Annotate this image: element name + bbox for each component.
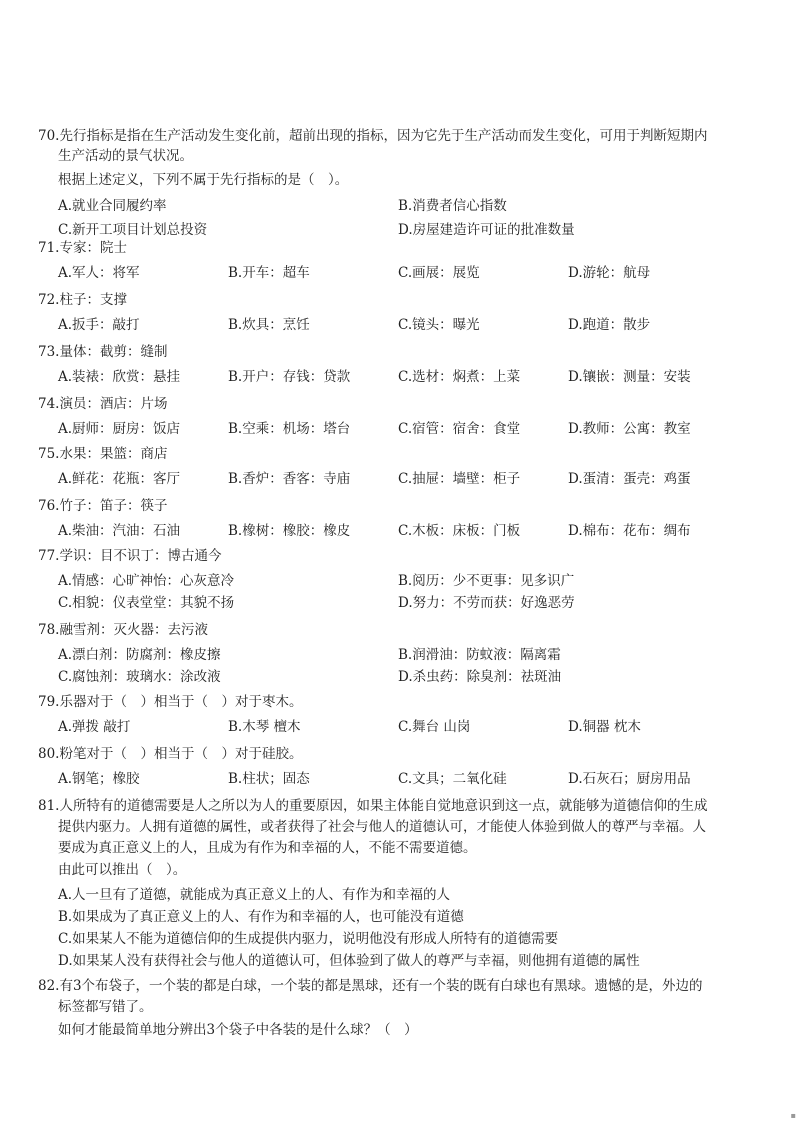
option-b: B.炊具：烹饪 bbox=[228, 317, 310, 333]
option-b: B.阅历：少不更事：见多识广 bbox=[398, 573, 575, 589]
option-d: D.蛋清：蛋壳：鸡蛋 bbox=[568, 471, 691, 487]
option-a: A.漂白剂：防腐剂：橡皮擦 bbox=[58, 647, 221, 663]
question-78 bbox=[38, 620, 768, 687]
option-c: C.镜头：曝光 bbox=[398, 317, 480, 333]
question-75-stem: 75.水果：果篮：商店 bbox=[38, 446, 168, 462]
option-a: A.就业合同履约率 bbox=[58, 198, 167, 214]
question-81-text-3: 要成为真正意义上的人，且成为有作为和幸福的人，不能不需要道德。 bbox=[58, 840, 477, 856]
question-77 bbox=[38, 546, 768, 613]
option-a: A.扳手：敲打 bbox=[58, 317, 140, 333]
question-72-stem: 72.柱子：支撑 bbox=[38, 292, 127, 308]
question-80-stem: 80.粉笔对于（ ）相当于（ ）对于硅胶。 bbox=[38, 746, 303, 762]
question-70-text-1: 70.先行指标是指在生产活动发生变化前，超前出现的指标，因为它先于生产活动而发生变化，可用于判断短期内 bbox=[38, 128, 708, 144]
option-b: B.开车：超车 bbox=[228, 265, 310, 281]
option-c: C.选材：焖煮：上菜 bbox=[398, 369, 521, 385]
option-a: A.情感：心旷神怡：心灰意冷 bbox=[58, 573, 235, 589]
option-d: D.努力：不劳而获：好逸恶劳 bbox=[398, 595, 575, 611]
option-b: B.开户：存钱：贷款 bbox=[228, 369, 351, 385]
question-76-stem: 76.竹子：笛子：筷子 bbox=[38, 498, 168, 514]
question-70-text-2: 生产活动的景气状况。 bbox=[58, 148, 193, 164]
option-c: C.如果某人不能为道德信仰的生成提供内驱力，说明他没有形成人所特有的道德需要 bbox=[58, 931, 559, 947]
option-a: A.鲜花：花瓶：客厅 bbox=[58, 471, 181, 487]
option-c: C.宿管：宿舍：食堂 bbox=[398, 421, 521, 437]
option-d: D.镶嵌：测量：安装 bbox=[568, 369, 691, 385]
option-b: B.消费者信心指数 bbox=[398, 198, 507, 214]
option-d: D.棉布：花布：绸布 bbox=[568, 523, 691, 539]
option-a: A.军人：将军 bbox=[58, 265, 140, 281]
option-b: B.橡树：橡胶：橡皮 bbox=[228, 523, 351, 539]
option-b: B.空乘：机场：塔台 bbox=[228, 421, 351, 437]
option-c: C.抽屉：墙壁：柜子 bbox=[398, 471, 521, 487]
option-b: B.木琴 檀木 bbox=[228, 719, 301, 735]
question-74-stem: 74.演员：酒店：片场 bbox=[38, 396, 168, 412]
option-a: A.弹拨 敲打 bbox=[58, 719, 131, 735]
option-a: A.柴油：汽油：石油 bbox=[58, 523, 181, 539]
option-c: C.文具；二氧化硅 bbox=[398, 771, 507, 787]
option-c: C.木板：床板：门板 bbox=[398, 523, 521, 539]
question-82 bbox=[38, 976, 768, 1040]
option-d: D.杀虫药：除臭剂：祛斑油 bbox=[398, 669, 562, 685]
option-c: C.舞台 山岗 bbox=[398, 719, 471, 735]
option-d: D.如果某人没有获得社会与他人的道德认可，但体验到了做人的尊严与幸福，则他拥有道德的属性 bbox=[58, 953, 640, 969]
question-81 bbox=[38, 796, 768, 971]
option-d: D.游轮：航母 bbox=[568, 265, 651, 281]
option-b: B.如果成为了真正意义上的人、有作为和幸福的人，也可能没有道德 bbox=[58, 909, 464, 925]
question-78-stem: 78.融雪剂：灭火器：去污液 bbox=[38, 622, 208, 638]
option-d: D.铜器 枕木 bbox=[568, 719, 641, 735]
question-79-stem: 79.乐器对于（ ）相当于（ ）对于枣木。 bbox=[38, 694, 303, 710]
option-d: D.教师：公寓：教室 bbox=[568, 421, 691, 437]
question-77-stem: 77.学识：目不识丁：博古通今 bbox=[38, 548, 222, 564]
option-a: A.钢笔；橡胶 bbox=[58, 771, 140, 787]
option-c: C.腐蚀剂：玻璃水：涂改液 bbox=[58, 669, 221, 685]
question-80 bbox=[38, 744, 768, 789]
question-72 bbox=[38, 290, 768, 335]
question-71-stem: 71.专家：院士 bbox=[38, 240, 127, 256]
question-70-prompt: 根据上述定义，下列不属于先行指标的是（ ）。 bbox=[58, 172, 349, 188]
corner-mark: ▪ bbox=[790, 1111, 796, 1120]
option-a: A.人一旦有了道德，就能成为真正意义上的人、有作为和幸福的人 bbox=[58, 887, 451, 903]
question-81-text-2: 提供内驱力。人拥有道德的属性，或者获得了社会与他人的道德认可，才能使人体验到做人的尊严与幸福。人 bbox=[58, 819, 706, 835]
option-a: A.厨师：厨房：饭店 bbox=[58, 421, 181, 437]
question-81-text-1: 81.人所特有的道德需要是人之所以为人的重要原因，如果主体能自觉地意识到这一点，就能够为道德信仰的生成 bbox=[38, 798, 708, 814]
option-a: A.装裱：欣赏：悬挂 bbox=[58, 369, 181, 385]
option-b: B.柱状；固态 bbox=[228, 771, 310, 787]
option-c: C.新开工项目计划总投资 bbox=[58, 222, 208, 238]
question-74 bbox=[38, 394, 768, 439]
question-71 bbox=[38, 238, 768, 283]
question-82-text-2: 标签都写错了。 bbox=[58, 999, 153, 1015]
question-73-stem: 73.量体：截剪：缝制 bbox=[38, 344, 168, 360]
question-81-prompt: 由此可以推出（ ）。 bbox=[58, 862, 187, 878]
option-d: D.跑道：散步 bbox=[568, 317, 651, 333]
question-82-prompt: 如何才能最简单地分辨出3个袋子中各装的是什么球？（ ） bbox=[58, 1022, 418, 1038]
question-82-text-1: 82.有3个布袋子，一个装的都是白球，一个装的都是黑球，还有一个装的既有白球也有黑球。遗憾的是，外边的 bbox=[38, 978, 703, 994]
question-70 bbox=[38, 126, 768, 240]
option-c: C.相貌：仪表堂堂：其貌不扬 bbox=[58, 595, 235, 611]
question-73 bbox=[38, 342, 768, 387]
option-d: D.石灰石；厨房用品 bbox=[568, 771, 691, 787]
question-75 bbox=[38, 444, 768, 489]
question-76 bbox=[38, 496, 768, 541]
option-b: B.香炉：香客：寺庙 bbox=[228, 471, 351, 487]
question-79 bbox=[38, 692, 768, 737]
option-d: D.房屋建造许可证的批准数量 bbox=[398, 222, 575, 238]
option-b: B.润滑油：防蚊液：隔离霜 bbox=[398, 647, 561, 663]
option-c: C.画展：展览 bbox=[398, 265, 480, 281]
